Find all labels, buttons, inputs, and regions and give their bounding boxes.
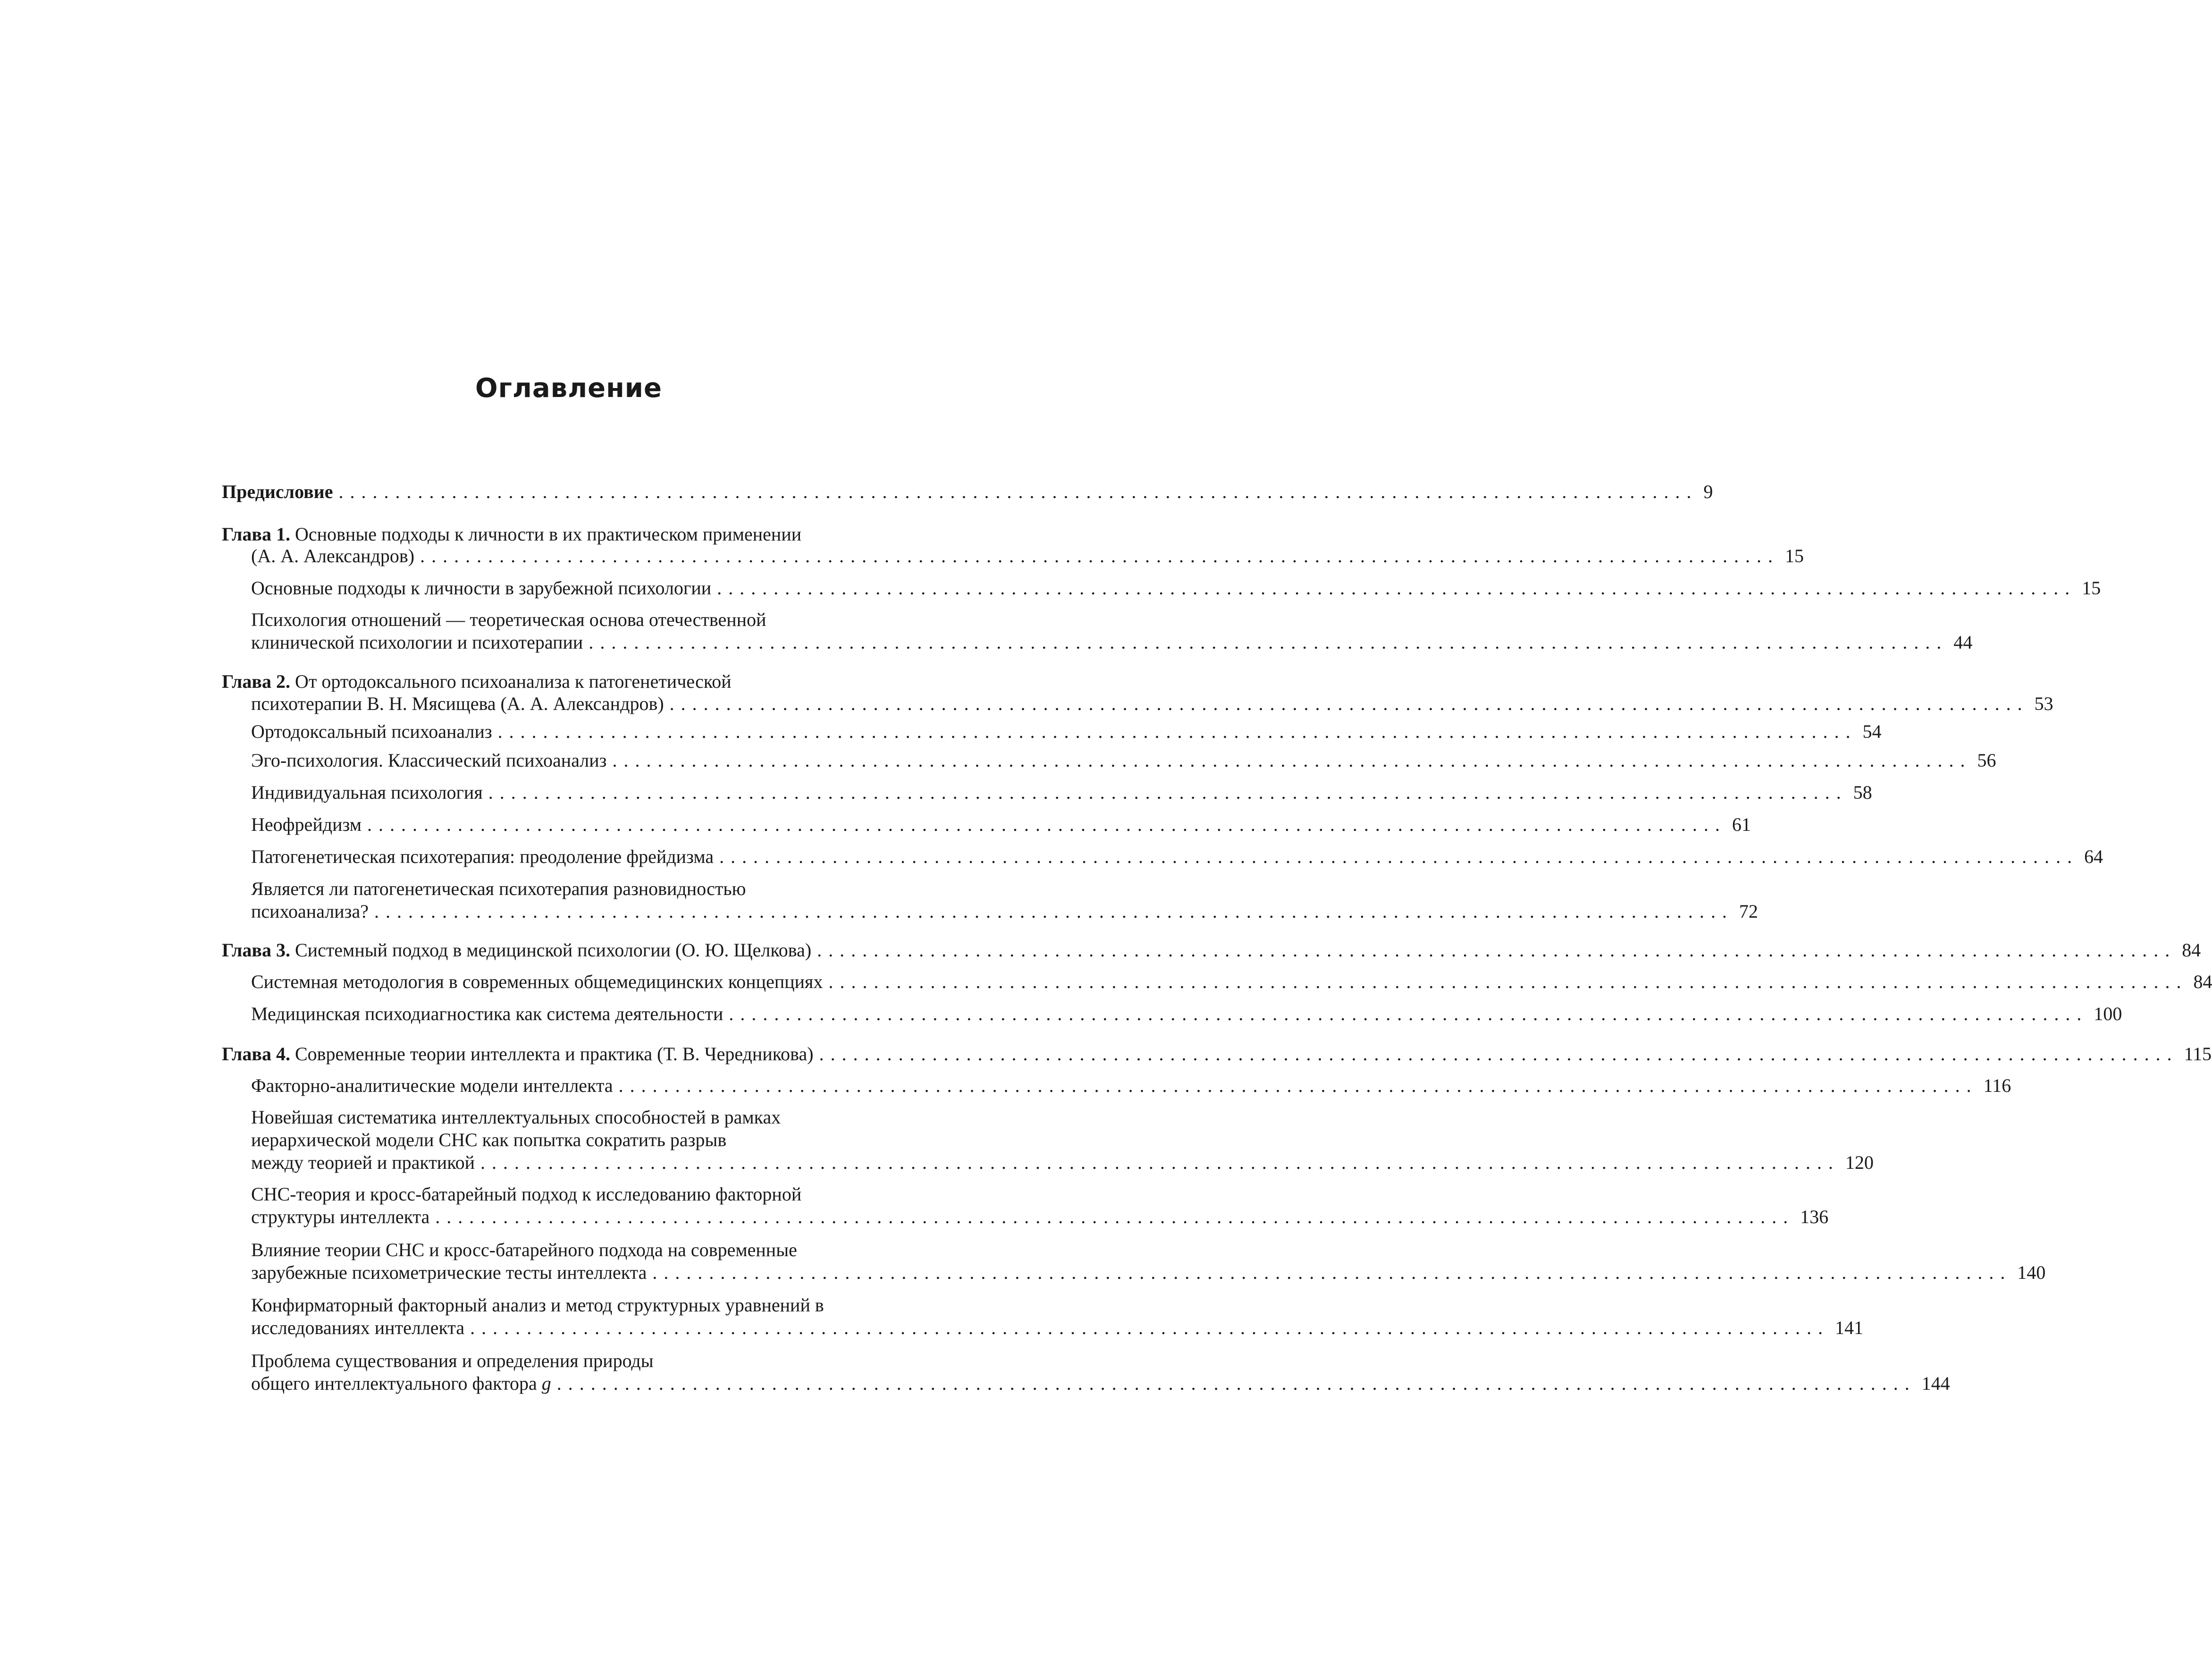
chapter-title: Системный подход в медицинской психологии (О. Ю. Щелкова) xyxy=(294,939,812,961)
toc-page-number: 15 xyxy=(1785,545,1804,566)
toc-leader-dots: ........................................................................................................................ xyxy=(488,782,1848,803)
toc-leader-dots: ........................................................................................................................ xyxy=(374,901,1733,922)
chapter-title: Основные подходы к личности в их практическом применении xyxy=(294,524,802,545)
toc-section[interactable] xyxy=(251,1073,2011,1099)
toc-section[interactable] xyxy=(251,718,1882,745)
toc-leader-dots: ........................................................................................................................ xyxy=(589,632,1948,653)
toc-chapter-4-heading[interactable] xyxy=(222,1041,2212,1067)
toc-page-number: 61 xyxy=(1732,814,1751,835)
section-title: Эго-психология. Классический психоанализ xyxy=(251,750,607,771)
toc-page-number: 56 xyxy=(1977,750,1996,771)
section-title: Конфирматорный факторный анализ и метод структурных уравнений в xyxy=(251,1294,824,1316)
toc-page-number: 64 xyxy=(2084,846,2103,867)
toc-leader-dots: ........................................................................................................................ xyxy=(420,545,1780,566)
toc-page-number: 72 xyxy=(1739,901,1758,922)
toc-section[interactable] xyxy=(251,1001,2122,1027)
toc-page-number: 9 xyxy=(1703,481,1713,502)
section-title: Медицинская психодиагностика как система деятельности xyxy=(251,1003,723,1024)
section-title: Проблема существования и определения природы xyxy=(251,1350,654,1371)
toc-leader-dots: ........................................................................................................................ xyxy=(338,481,1698,502)
toc-leader-dots: ........................................................................................................................ xyxy=(719,846,2079,867)
section-title: Системная методология в современных общемедицинских концепциях xyxy=(251,971,823,992)
toc-leader-dots: ........................................................................................................................ xyxy=(669,693,2029,714)
toc-page-number: 144 xyxy=(1921,1373,1950,1394)
toc-leader-dots: ........................................................................................................................ xyxy=(497,721,1857,742)
section-title: психоанализа? xyxy=(251,901,369,922)
toc-page-number: 53 xyxy=(2034,693,2053,714)
toc-chapter-1-authorline[interactable] xyxy=(251,543,1804,569)
toc-section[interactable] xyxy=(251,811,1751,838)
g-factor-symbol: g xyxy=(541,1373,551,1394)
toc-leader-dots: ........................................................................................................................ xyxy=(435,1206,1795,1227)
section-title: Психология отношений — теоретическая основа отечественной xyxy=(251,609,766,630)
chapter-title: От ортодоксального психоанализа к патогенетической xyxy=(294,671,732,692)
toc-section[interactable] xyxy=(251,898,1758,925)
section-title: Новейшая систематика интеллектуальных способностей в рамках xyxy=(251,1107,781,1128)
chapter-author: (А. А. Александров) xyxy=(251,545,415,566)
chapter-label: Глава 4. xyxy=(222,1043,290,1065)
toc-section[interactable] xyxy=(251,969,2212,995)
section-title: зарубежные психометрические тесты интеллекта xyxy=(251,1262,647,1283)
toc-leader-dots: ........................................................................................................................ xyxy=(556,1373,1916,1394)
toc-page-number: 84 xyxy=(2182,939,2201,961)
section-title: исследованиях интеллекта xyxy=(251,1317,465,1338)
toc-page-number: 100 xyxy=(2094,1003,2122,1024)
toc-page-number: 58 xyxy=(1853,782,1872,803)
toc-leader-dots: ........................................................................................................................ xyxy=(612,750,1972,771)
toc-leader-dots: ........................................................................................................................ xyxy=(819,1043,2178,1065)
section-title: иерархической модели CHC как попытка сократить разрыв xyxy=(251,1129,727,1150)
toc-page-number: 44 xyxy=(1953,632,1973,653)
toc-page-number: 54 xyxy=(1862,721,1882,742)
toc-leader-dots: ........................................................................................................................ xyxy=(729,1003,2088,1024)
toc-section[interactable] xyxy=(251,1149,1874,1176)
section-title: Ортодоксальный психоанализ xyxy=(251,721,492,742)
toc-page-number: 115 xyxy=(2184,1043,2212,1065)
chapter-label: Глава 2. xyxy=(222,671,290,692)
toc-leader-dots: ........................................................................................................................ xyxy=(717,577,2077,599)
toc-chapter-3-heading[interactable] xyxy=(222,937,2201,963)
toc-page-number: 84 xyxy=(2193,971,2212,992)
toc-page-number: 116 xyxy=(1983,1075,2011,1096)
toc-section[interactable] xyxy=(251,844,2103,870)
toc-page-number: 15 xyxy=(2082,577,2101,599)
section-title: между теорией и практикой xyxy=(251,1152,475,1173)
section-title: клинической психологии и психотерапии xyxy=(251,632,583,653)
toc-section[interactable] xyxy=(251,1370,1950,1397)
toc-section[interactable] xyxy=(251,747,1996,774)
section-title: структуры интеллекта xyxy=(251,1206,430,1227)
toc-page-number: 141 xyxy=(1835,1317,1864,1338)
toc-section[interactable] xyxy=(251,1315,1864,1341)
page-title: Оглавление xyxy=(475,373,662,404)
toc-label: Предисловие xyxy=(222,481,333,502)
chapter-label: Глава 3. xyxy=(222,939,290,961)
section-title: Основные подходы к личности в зарубежной психологии xyxy=(251,577,712,599)
chapter-author: психотерапии В. Н. Мясищева (А. А. Александров) xyxy=(251,693,664,714)
toc-leader-dots: ........................................................................................................................ xyxy=(480,1152,1840,1173)
toc-page-number: 140 xyxy=(2017,1262,2046,1283)
section-title: Индивидуальная психология xyxy=(251,782,483,803)
section-title: общего интеллектуального фактора xyxy=(251,1373,537,1394)
section-title: CHC-теория и кросс-батарейный подход к исследованию факторной xyxy=(251,1183,802,1205)
section-title: Факторно-аналитические модели интеллекта xyxy=(251,1075,613,1096)
toc-leader-dots: ........................................................................................................................ xyxy=(367,814,1727,835)
toc-section[interactable] xyxy=(251,629,1973,656)
toc-entry-preface[interactable] xyxy=(222,479,1713,505)
toc-leader-dots: ........................................................................................................................ xyxy=(652,1262,2012,1283)
section-title: Является ли патогенетическая психотерапия разновидностью xyxy=(251,878,746,899)
section-title: Патогенетическая психотерапия: преодоление фрейдизма xyxy=(251,846,714,867)
toc-leader-dots: ........................................................................................................................ xyxy=(828,971,2188,992)
section-title: Влияние теории CHC и кросс-батарейного подхода на современные xyxy=(251,1239,797,1260)
toc-leader-dots: ........................................................................................................................ xyxy=(470,1317,1830,1338)
toc-leader-dots: ........................................................................................................................ xyxy=(618,1075,1978,1096)
chapter-label: Глава 1. xyxy=(222,524,290,545)
toc-section[interactable] xyxy=(251,575,2101,601)
toc-section[interactable] xyxy=(251,1259,2046,1286)
toc-leader-dots: ........................................................................................................................ xyxy=(817,939,2177,961)
toc-page-number: 136 xyxy=(1800,1206,1829,1227)
toc-section[interactable] xyxy=(251,779,1872,806)
chapter-title: Современные теории интеллекта и практика (Т. В. Чередникова) xyxy=(294,1043,814,1065)
toc-section[interactable] xyxy=(251,1204,1829,1230)
toc-page-number: 120 xyxy=(1845,1152,1874,1173)
toc-chapter-2-authorline[interactable] xyxy=(251,691,2053,717)
section-title: Неофрейдизм xyxy=(251,814,362,835)
